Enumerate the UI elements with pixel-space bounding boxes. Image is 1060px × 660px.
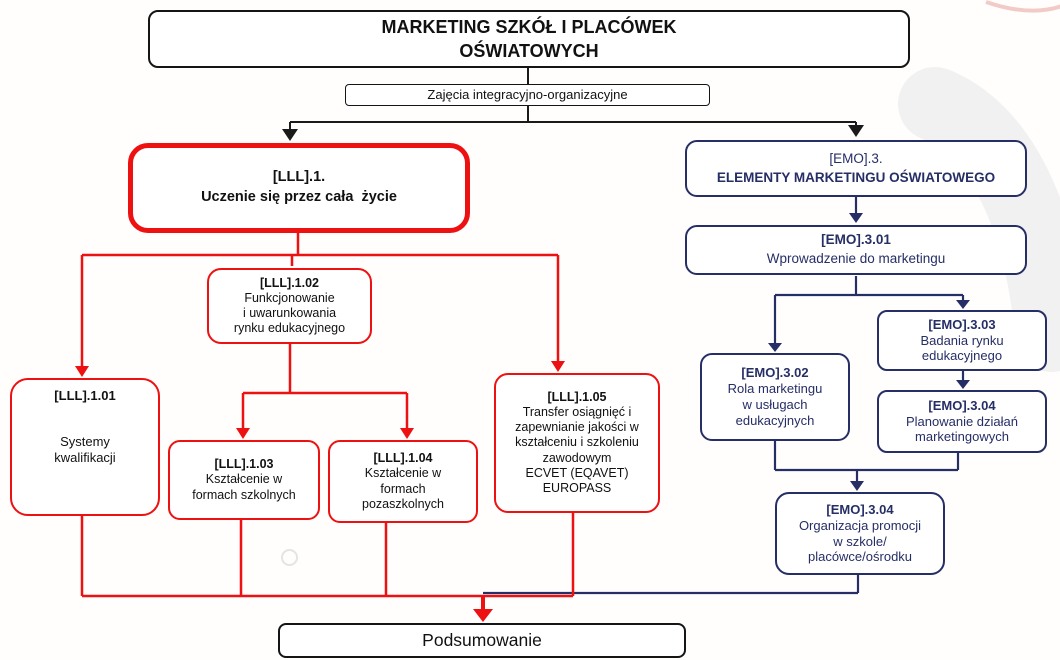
node-line: Rola marketingu — [727, 381, 823, 397]
node-line: Systemy — [60, 433, 110, 449]
node-line: kwalifikacji — [54, 449, 116, 465]
node-line: kształceniu i szkoleniu — [515, 435, 639, 450]
node-line: Badania rynku — [920, 332, 1004, 348]
node-line: edukacyjnych — [735, 412, 815, 428]
node-emo-3 — [685, 140, 1027, 197]
node-lll-1-02 — [207, 268, 372, 344]
node-line: Planowanie działań — [905, 413, 1019, 429]
node-label: Zajęcia integracyjno-organizacyjne — [427, 87, 628, 103]
node-lll-1-05 — [494, 373, 660, 513]
node-line: zapewnianie jakości w — [515, 420, 639, 435]
node-code: [LLL].1.04 — [373, 451, 433, 465]
node-line: formach — [380, 481, 426, 496]
node-lll-1 — [128, 143, 470, 233]
node-code: [EMO].3.03 — [928, 316, 996, 332]
node-label: Podsumowanie — [422, 629, 542, 650]
node-emo-3-01 — [685, 225, 1027, 275]
node-title — [148, 10, 910, 68]
node-label: ELEMENTY MARKETINGU OŚWIATOWEGO — [716, 169, 996, 185]
node-label: Uczenie się przez cała życie — [201, 189, 397, 205]
arrow-down-icon — [956, 300, 970, 309]
node-code: [LLL].1.02 — [259, 275, 320, 290]
node-line: w usługach — [742, 397, 808, 412]
node-emo-3-04-planowanie — [877, 390, 1047, 453]
node-line: zawodowym — [542, 450, 612, 465]
node-code: [EMO].3. — [829, 150, 883, 166]
node-lll-1-01 — [10, 378, 160, 516]
node-code: [EMO].3.02 — [741, 365, 809, 381]
arrow-down-icon — [400, 428, 414, 439]
title-line: MARKETING SZKÓŁ I PLACÓWEK — [381, 16, 677, 37]
arrow-down-icon — [768, 343, 782, 352]
node-line: Organizacja promocji — [798, 517, 922, 533]
node-line: Kształcenie w — [364, 466, 442, 481]
node-line: rynku edukacyjnego — [233, 321, 346, 336]
node-code: [LLL].1. — [272, 169, 326, 186]
node-line: placówce/ośrodku — [807, 549, 913, 565]
node-line: Funkcjonowanie — [244, 290, 335, 305]
node-line: formach szkolnych — [192, 487, 296, 502]
node-label: Wprowadzenie do marketingu — [766, 251, 946, 266]
arrow-down-icon — [282, 129, 298, 141]
node-lll-1-04 — [328, 440, 478, 523]
node-line: ECVET (EQAVET) — [525, 465, 629, 480]
node-code: [EMO].3.01 — [821, 232, 891, 248]
arrow-down-icon — [551, 361, 565, 372]
node-emo-3-03 — [877, 310, 1047, 371]
node-lll-1-03 — [168, 440, 320, 520]
node-line: EUROPASS — [542, 481, 612, 496]
node-code: [LLL].1.01 — [54, 388, 116, 403]
node-emo-3-02 — [700, 353, 850, 441]
node-emo-3-04-organizacja — [775, 492, 945, 575]
node-podsumowanie — [278, 623, 686, 658]
node-line: Kształcenie w — [205, 472, 283, 487]
node-code: [EMO].3.04 — [928, 397, 996, 413]
node-line: i uwarunkowania — [242, 306, 337, 320]
arrow-down-icon — [849, 213, 863, 223]
node-line: marketingowych — [915, 429, 1009, 445]
arrow-down-icon — [473, 609, 493, 622]
node-code: [EMO].3.04 — [826, 501, 894, 517]
arrow-down-icon — [956, 380, 970, 389]
node-line: pozaszkolnych — [362, 496, 444, 511]
node-line: w szkole/ — [833, 533, 887, 549]
arrow-down-icon — [848, 125, 864, 137]
node-line: Transfer osiągnięć i — [522, 404, 632, 419]
node-code: [LLL].1.05 — [547, 389, 607, 404]
node-zajecia — [345, 84, 710, 106]
title-line: OŚWIATOWYCH — [459, 41, 599, 61]
arrow-down-icon — [236, 428, 250, 439]
node-code: [LLL].1.03 — [214, 457, 274, 472]
arrow-down-icon — [75, 366, 89, 377]
node-line: edukacyjnego — [921, 348, 1003, 364]
arrow-down-icon — [850, 481, 864, 491]
